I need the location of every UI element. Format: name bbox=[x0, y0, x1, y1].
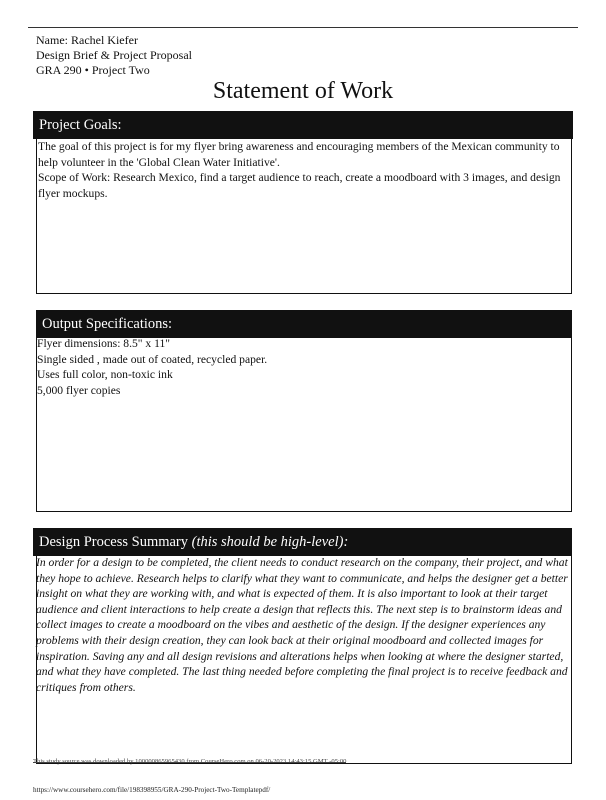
document-subtitle: Design Brief & Project Proposal bbox=[36, 48, 192, 62]
student-name: Name: Rachel Kiefer bbox=[36, 33, 138, 47]
project-goals-text bbox=[38, 139, 572, 201]
process-summary-text: In order for a design to be completed, the client needs to conduct research on the company, their project, and what they hope to achieve. Research helps to clarify what they want to communicate, and helps the designer get a better insight on what they are working with, and what is expected of them. It is also important to look at their target audience and client interactions to help create a design that reflects this. The next step is to brainstorm ideas and collect images to create a moodboard on the vibes and aesthetic of the design. If the designer experiences any problems with their design creation, they can look back at their original moodboard and collected images for inspiration. Saving any and all design revisions and alterations helps when looking at where the designer started, and what they have completed. The last thing needed before completing the final project is to receive feedback and critiques from others. bbox=[36, 556, 568, 694]
process-summary-heading bbox=[33, 528, 572, 556]
output-spec-line: Uses full color, non-toxic ink bbox=[37, 368, 173, 382]
watermark-strike bbox=[33, 762, 346, 763]
output-spec-line: 5,000 flyer copies bbox=[37, 383, 121, 397]
top-rule bbox=[28, 27, 578, 28]
project-goals-line: Scope of Work: Research Mexico, find a target audience to reach, create a moodboard with 3 images, and design flyer mockups. bbox=[38, 171, 561, 200]
source-url: https://www.coursehero.com/file/198398955/GRA-290-Project-Two-Templatepdf/ bbox=[33, 786, 271, 794]
page-title: Statement of Work bbox=[212, 78, 394, 104]
project-goals-heading: Project Goals: bbox=[33, 111, 573, 139]
download-watermark bbox=[33, 758, 346, 765]
process-summary-note: (this should be high-level): bbox=[191, 534, 349, 550]
header-block bbox=[36, 33, 192, 78]
output-specs-heading: Output Specifications: bbox=[36, 310, 572, 338]
process-summary-title: Design Process Summary bbox=[39, 534, 189, 550]
output-spec-line: Single sided , made out of coated, recycled paper. bbox=[37, 352, 268, 366]
project-goals-line: The goal of this project is for my flyer bring awareness and encouraging members of the Mexican community to help volunteer in the 'Global Clean Water Initiative'. bbox=[38, 140, 560, 169]
course-label: GRA 290 • Project Two bbox=[36, 63, 150, 77]
output-specs-text bbox=[37, 336, 571, 398]
output-spec-line: Flyer dimensions: 8.5" x 11" bbox=[37, 337, 171, 350]
